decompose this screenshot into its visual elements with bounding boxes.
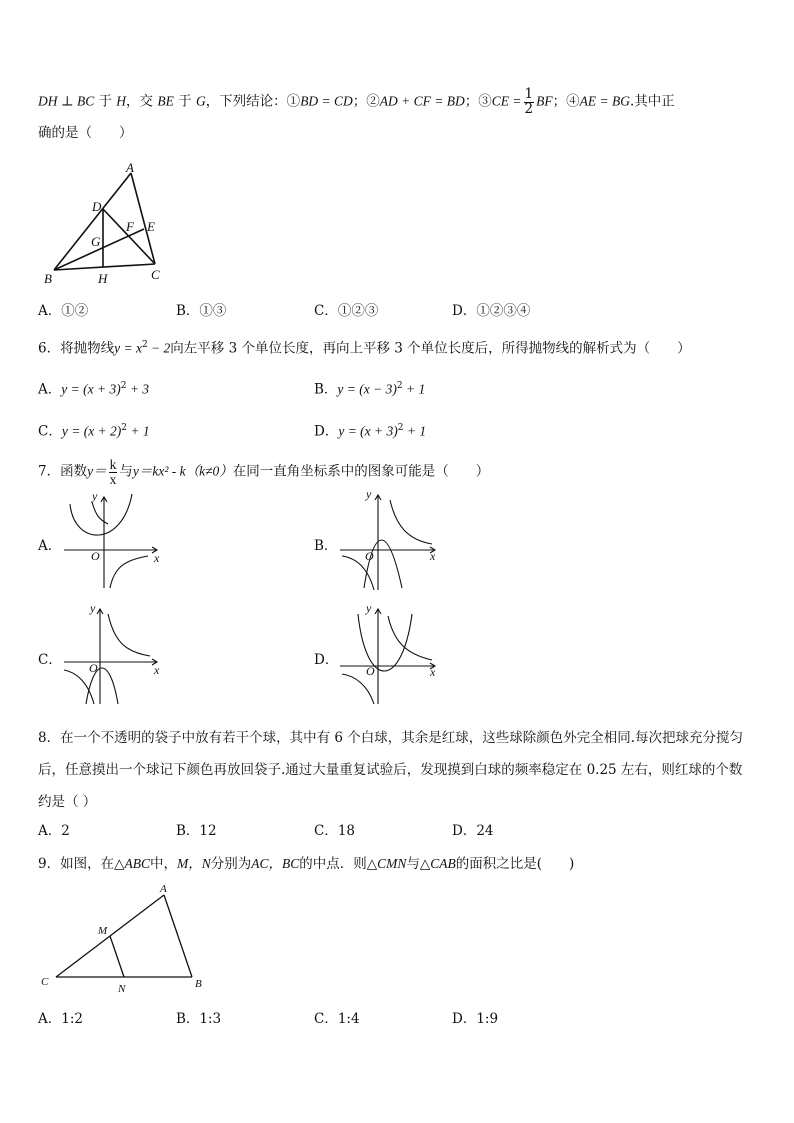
q6-option-label: C．	[38, 423, 62, 440]
x-axis-label: x	[430, 549, 436, 563]
x-axis-label: x	[154, 551, 160, 565]
q7-number: 7．函数	[38, 463, 88, 480]
q5-text: BE	[157, 93, 174, 109]
q6-option-tail: + 1	[403, 423, 427, 439]
q6-stem	[38, 340, 691, 357]
q6-exp: 2	[141, 340, 148, 350]
q9-text: 与	[406, 856, 420, 872]
hyperbola-branch-q4	[110, 556, 148, 588]
q5-text: DH ⊥ BC	[38, 93, 95, 109]
q6-rest: 向左平移 3 个单位长度，再向上平移 3 个单位长度后，所得抛物线的解析式为（ ）	[170, 340, 691, 357]
parabola-curve	[70, 494, 132, 535]
q5-label-C: C	[151, 267, 160, 282]
q5-option-b[interactable]: B．①③	[176, 303, 227, 319]
origin-label: O	[89, 661, 98, 675]
q7-graph-a[interactable]	[62, 490, 167, 592]
q7-mid: 与	[119, 463, 133, 480]
q8-stem-line2: 后，任意摸出一个球记下颜色再放回袋子.通过大量重复试验后，发现摸到白球的频率稳定在 0.25 左右，则红球的个数	[38, 762, 743, 778]
q6-option-b[interactable]	[314, 381, 425, 398]
q5-text: ；③	[464, 93, 492, 110]
q5-label-G: G	[91, 234, 101, 249]
q5-conclusion-3-lhs: CE =	[491, 93, 522, 109]
q7-graph-b[interactable]	[338, 488, 443, 592]
q9-seg-AB	[164, 895, 192, 977]
q6-expr2: − 2	[147, 340, 171, 356]
q7-rest: 在同一直角坐标系中的图象可能是（ ）	[232, 463, 490, 480]
origin-label: O	[91, 549, 100, 563]
q9-label-N: N	[118, 983, 126, 995]
q9-option-a[interactable]: A．1:2	[38, 1011, 83, 1027]
q7-frac-num: k	[109, 457, 117, 472]
q5-label-F: F	[126, 219, 134, 234]
q5-option-a[interactable]: A．①②	[38, 303, 89, 319]
q5-text: 于	[178, 93, 192, 110]
parabola-curve	[364, 540, 402, 588]
q7-fraction	[109, 458, 118, 486]
q5-conclusion-3-rhs: BF	[536, 93, 553, 109]
q6-option-d[interactable]	[314, 423, 426, 440]
q8-option-b[interactable]: B．12	[176, 823, 217, 839]
q6-option-expr: y = (x + 2)	[61, 423, 122, 439]
q5-label-H: H	[98, 271, 108, 286]
q5-conclusion-2: AD + CF = BD	[379, 93, 465, 109]
q5-stem-line2: 确的是（ ）	[38, 125, 133, 141]
y-axis-label: y	[90, 601, 96, 615]
q6-option-tail: + 3	[126, 381, 150, 397]
q6-option-expr: y = (x + 3)	[61, 381, 121, 397]
q8-stem-line1: 8．在一个不透明的袋子中放有若干个球，其中有 6 个白球，其余是红球，这些球除颜色外完全相同.每次把球充分搅匀	[38, 730, 744, 746]
q5-text: G	[195, 93, 206, 109]
q7-graph-d[interactable]	[338, 602, 443, 706]
parabola-curve	[358, 614, 412, 671]
q7-y1: y＝	[87, 463, 107, 479]
q6-expr: y = x	[114, 340, 142, 356]
q9-text: 的面积之比是( )	[455, 856, 575, 872]
q6-option-exp: 2	[396, 381, 403, 391]
q5-text: ；②	[352, 93, 380, 110]
q5-label-E: E	[147, 219, 155, 234]
hyperbola-branch-q1	[108, 614, 150, 656]
q7-option-a-label[interactable]: A．	[38, 538, 62, 554]
q5-text: ；④	[552, 93, 580, 110]
q8-option-c[interactable]: C．18	[314, 823, 356, 839]
q6-option-tail: + 1	[402, 381, 426, 397]
q5-text: ，下列结论：①	[205, 93, 301, 110]
q6-option-exp: 2	[397, 423, 404, 433]
q7-y2: y＝kx² - k（k≠0）	[132, 463, 233, 479]
origin-label: O	[365, 549, 374, 563]
q9-figure	[38, 880, 218, 995]
q5-stem-line1	[38, 88, 675, 116]
q6-option-exp: 2	[121, 423, 128, 433]
q7-frac-den: x	[109, 471, 117, 487]
q5-label-B: B	[44, 271, 52, 286]
hyperbola-branch-q3	[342, 674, 374, 704]
q6-option-label: D．	[314, 423, 339, 440]
q8-option-d[interactable]: D．24	[452, 823, 494, 839]
hyperbola-branch-q2	[92, 502, 108, 524]
x-axis-label: x	[154, 663, 160, 677]
q9-text: 9．如图，在	[38, 856, 115, 872]
q6-option-expr: y = (x − 3)	[337, 381, 397, 397]
origin-label: O	[366, 664, 375, 678]
q9-label-M: M	[98, 925, 108, 937]
q7-option-d-label[interactable]: D．	[314, 652, 339, 668]
q5-option-c[interactable]: C．①②③	[314, 303, 379, 319]
q9-label-B: B	[195, 978, 202, 990]
q9-text: 中，	[149, 856, 177, 872]
q9-seg-MN	[110, 936, 124, 977]
q9-option-b[interactable]: B．1:3	[176, 1011, 222, 1027]
q5-seg-BA	[54, 173, 131, 270]
q9-label-A: A	[160, 883, 167, 895]
q5-conclusion-4: AE = BG	[579, 93, 630, 109]
q5-conclusion-1: BD = CD	[300, 93, 353, 109]
q9-tri-cmn: △CMN	[366, 856, 407, 871]
q9-text: 分别为	[210, 856, 252, 872]
q5-fraction	[524, 88, 535, 116]
q6-option-c[interactable]	[38, 423, 150, 440]
q6-option-expr: y = (x + 3)	[338, 423, 398, 439]
q5-text: 于	[98, 93, 112, 110]
q9-option-c[interactable]: C．1:4	[314, 1011, 360, 1027]
q5-seg-BC	[54, 264, 155, 270]
q5-fraction-num: 1	[524, 86, 534, 102]
q7-graph-c[interactable]	[62, 602, 167, 706]
q6-option-label: B．	[314, 381, 338, 398]
q9-label-C: C	[41, 976, 49, 988]
q5-option-d[interactable]: D．①②③④	[452, 303, 531, 319]
hyperbola-branch-q1	[388, 616, 432, 660]
q5-text: H	[116, 93, 127, 109]
y-axis-label: y	[366, 601, 372, 615]
q5-figure	[40, 160, 180, 290]
hyperbola-branch-q1	[390, 500, 432, 544]
q9-tri-abc: △ABC	[114, 856, 150, 871]
q6-option-a[interactable]	[38, 381, 149, 398]
q8-option-a[interactable]: A．2	[38, 823, 70, 839]
q6-option-exp: 2	[120, 381, 127, 391]
q9-option-d[interactable]: D．1:9	[452, 1011, 499, 1027]
q5-fraction-den: 2	[524, 100, 534, 117]
q7-stem	[38, 458, 489, 486]
q6-option-label: A．	[38, 381, 62, 398]
x-axis-label: x	[430, 665, 436, 679]
q6-option-tail: + 1	[127, 423, 150, 439]
q7-option-c-label[interactable]: C．	[38, 652, 62, 668]
y-axis-label: y	[366, 487, 372, 501]
q6-number: 6．将抛物线	[38, 340, 115, 357]
q9-text: 的中点．则	[299, 856, 367, 872]
q9-acbc: AC，BC	[251, 856, 300, 871]
q9-tri-cab: △CAB	[419, 856, 456, 871]
q8-stem-line3: 约是（ ）	[38, 794, 97, 810]
q9-mn: M，N	[176, 856, 211, 871]
q5-label-D: D	[92, 199, 102, 214]
q5-text: .其中正	[629, 93, 675, 110]
q5-text: ，交	[126, 93, 154, 110]
q5-label-A: A	[126, 160, 134, 175]
q9-stem	[38, 856, 574, 872]
q7-option-b-label[interactable]: B．	[314, 538, 338, 554]
y-axis-label: y	[92, 489, 98, 503]
